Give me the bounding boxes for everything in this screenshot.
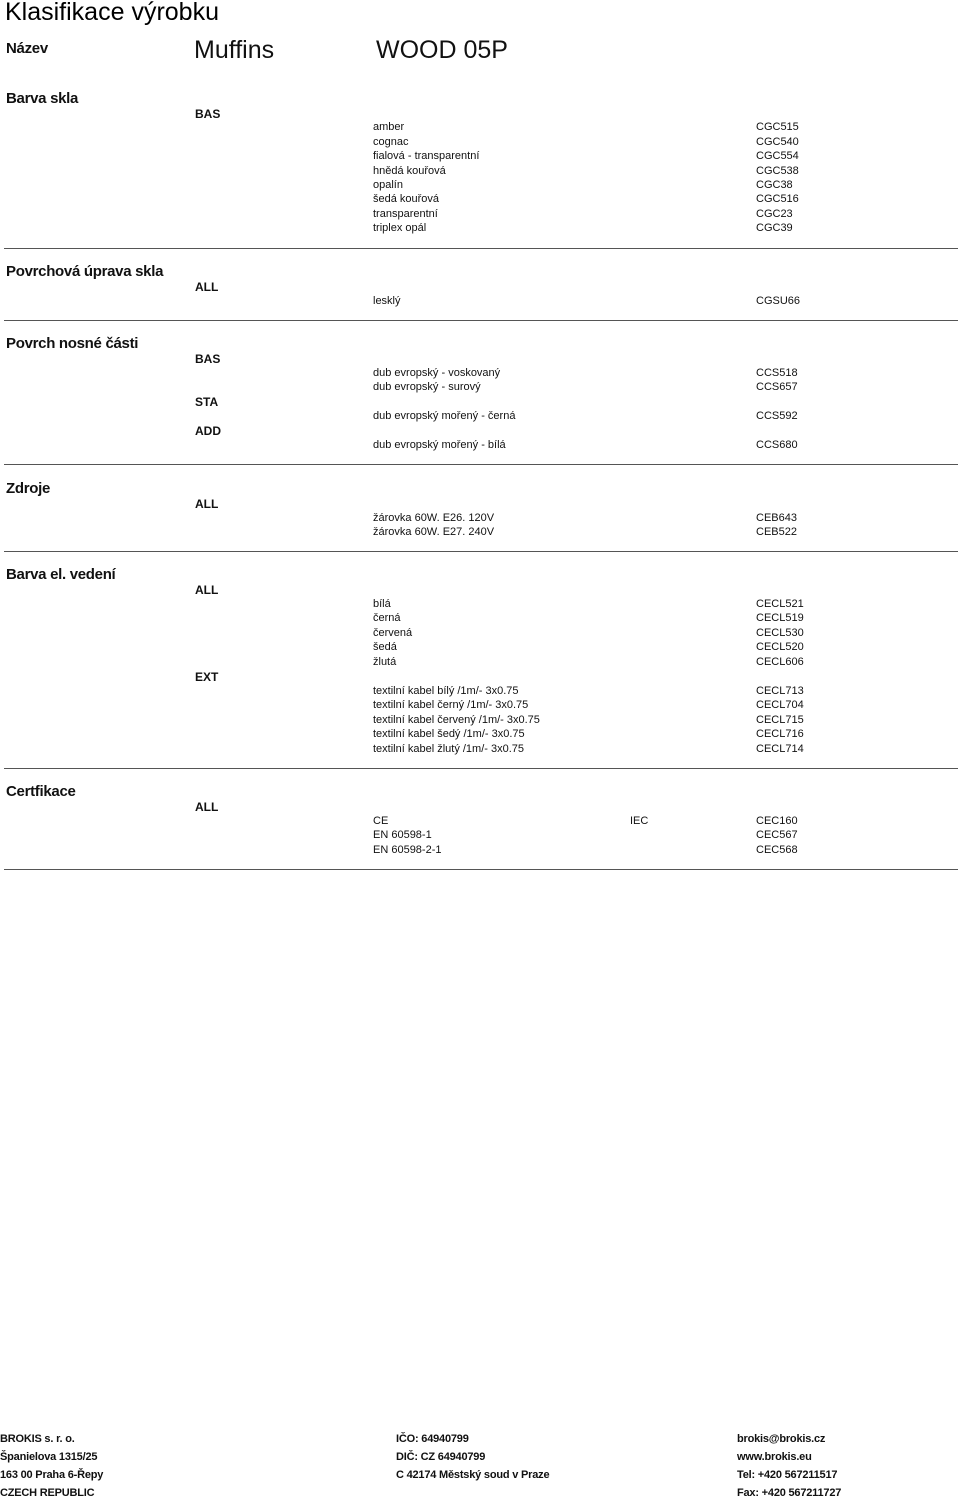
section-divider (4, 320, 958, 321)
list-item-name: červená (373, 627, 413, 639)
list-item-code: CCS680 (756, 439, 798, 451)
group-code-support-bas: BAS (195, 352, 221, 366)
list-item-code: CGC38 (756, 179, 793, 191)
list-item-name: žlutá (373, 656, 397, 668)
list-item-name: amber (373, 121, 405, 133)
list-item-code: CCS657 (756, 381, 798, 393)
list-item-code: CECL716 (756, 728, 804, 740)
list-item-code: CECL521 (756, 598, 804, 610)
list-item-code: CGC554 (756, 150, 799, 162)
list-item-name: žárovka 60W. E27. 240V (373, 526, 495, 538)
name-label: Název (6, 40, 48, 57)
group-code-cable-all: ALL (195, 583, 219, 597)
list-item-name: opalín (373, 179, 403, 191)
footer-country: CZECH REPUBLIC (0, 1487, 95, 1499)
group-code-glass-color: BAS (195, 107, 221, 121)
footer-registration (396, 1430, 549, 1484)
list-item-name: EN 60598-2-1 (373, 844, 442, 856)
list-item-code: CGSU66 (756, 295, 801, 307)
list-item-code: CCS518 (756, 367, 798, 379)
list-item-name: triplex opál (373, 222, 427, 234)
footer-city: 163 00 Praha 6-Řepy (0, 1469, 104, 1481)
list-item-name: EN 60598-1 (373, 829, 432, 841)
list-item-code: CGC538 (756, 165, 799, 177)
section-divider (4, 768, 958, 769)
footer-ico: IČO: 64940799 (396, 1433, 469, 1445)
section-divider (4, 464, 958, 465)
list-item-name: textilní kabel žlutý /1m/- 3x0.75 (373, 743, 525, 755)
list-item-code: CECL715 (756, 714, 804, 726)
list-item-code: CECL519 (756, 612, 804, 624)
list-item-code: CEB643 (756, 512, 797, 524)
list-item-code: CGC515 (756, 121, 799, 133)
section-divider (4, 551, 958, 552)
list-item-name: šedá (373, 641, 397, 653)
list-item-code: CEC568 (756, 844, 798, 856)
list-item-name: žárovka 60W. E26. 120V (373, 512, 495, 524)
footer-fax: Fax: +420 567211727 (737, 1487, 842, 1499)
list-item-code: CECL704 (756, 699, 804, 711)
list-item-name: textilní kabel bílý /1m/- 3x0.75 (373, 685, 519, 697)
list-item-name: CE (373, 815, 389, 827)
list-item-name: lesklý (373, 295, 401, 307)
section-divider (4, 869, 958, 870)
page-title: Klasifikace výrobku (5, 0, 219, 26)
list-item-code: CGC39 (756, 222, 793, 234)
list-item-name: transparentní (373, 208, 438, 220)
list-item-code: CEC567 (756, 829, 798, 841)
section-label-certification: Certfikace (6, 783, 76, 800)
group-code-sources: ALL (195, 497, 219, 511)
list-item-name: dub evropský mořený - bílá (373, 439, 506, 451)
list-item-name: textilní kabel červený /1m/- 3x0.75 (373, 714, 540, 726)
list-item-code: CEB522 (756, 526, 797, 538)
section-label-support-surface: Povrch nosné části (6, 335, 139, 352)
group-code-cable-ext: EXT (195, 670, 219, 684)
section-label-glass-finish: Povrchová úprava skla (6, 263, 164, 280)
footer-phone: Tel: +420 567211517 (737, 1469, 838, 1481)
list-item-code: CEC160 (756, 815, 798, 827)
list-item-name: dub evropský - voskovaný (373, 367, 501, 379)
group-code-support-sta: STA (195, 395, 219, 409)
list-item-name: textilní kabel černý /1m/- 3x0.75 (373, 699, 529, 711)
list-item-name: černá (373, 612, 401, 624)
list-item-code: CECL606 (756, 656, 804, 668)
footer-dic: DIČ: CZ 64940799 (396, 1451, 486, 1463)
list-item-code: CECL530 (756, 627, 804, 639)
list-item-name: dub evropský mořený - černá (373, 410, 516, 422)
section-divider (4, 248, 958, 249)
list-item-name: šedá kouřová (373, 193, 440, 205)
footer-street: Španielova 1315/25 (0, 1451, 98, 1463)
list-item-code: CGC23 (756, 208, 793, 220)
group-code-glass-finish: ALL (195, 280, 219, 294)
product-model: WOOD 05P (376, 36, 508, 64)
list-item-code: CECL520 (756, 641, 804, 653)
list-item-code: CECL714 (756, 743, 804, 755)
list-item-name: textilní kabel šedý /1m/- 3x0.75 (373, 728, 525, 740)
footer-email-link[interactable]: brokis@brokis.cz (737, 1433, 826, 1445)
list-item-code: CGC516 (756, 193, 799, 205)
list-item-code: CECL713 (756, 685, 804, 697)
product-name: Muffins (194, 36, 275, 64)
list-item-name: fialová - transparentní (373, 150, 480, 162)
section-label-sources: Zdroje (6, 480, 51, 497)
section-label-glass-color: Barva skla (6, 90, 79, 107)
group-code-support-add: ADD (195, 424, 221, 438)
footer-company (0, 1430, 103, 1502)
list-item-name: bílá (373, 598, 391, 610)
footer-court: C 42174 Městský soud v Praze (396, 1469, 550, 1481)
footer-contact (737, 1430, 841, 1502)
list-item-code: CGC540 (756, 136, 799, 148)
list-item-name: hnědá kouřová (373, 165, 446, 177)
list-item-code: CCS592 (756, 410, 798, 422)
group-code-certification: ALL (195, 800, 219, 814)
list-item-name: dub evropský - surový (373, 381, 481, 393)
list-item-standard: IEC (630, 815, 649, 827)
section-label-cable-color: Barva el. vedení (6, 566, 116, 583)
footer-web-link[interactable]: www.brokis.eu (737, 1451, 812, 1463)
list-item-name: cognac (373, 136, 409, 148)
footer-company-name: BROKIS s. r. o. (0, 1433, 75, 1445)
